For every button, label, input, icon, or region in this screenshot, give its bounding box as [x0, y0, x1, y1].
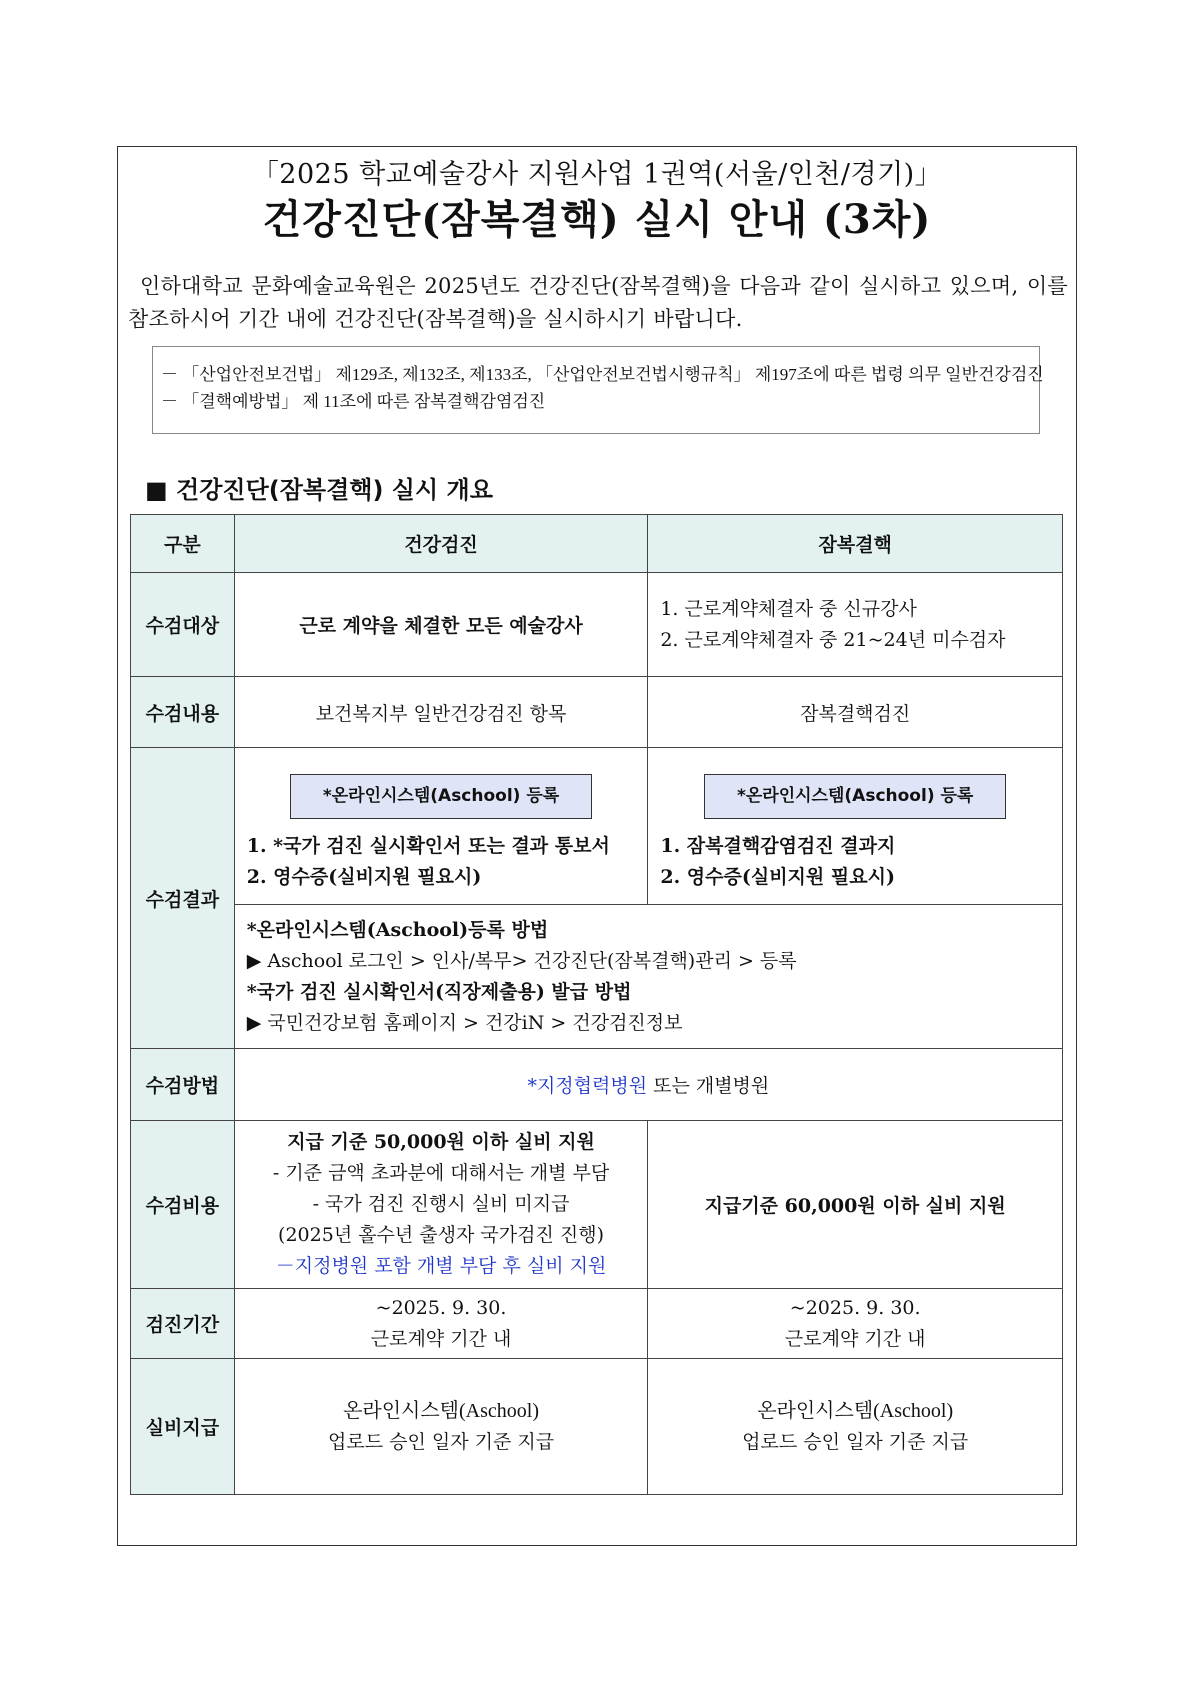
result-notes: [234, 905, 1062, 1049]
list-item: 2. 영수증(실비지원 필요시): [660, 866, 895, 888]
note-path: ▶ Aschool 로그인 > 인사/복무> 건강진단(잠복결핵)관리 > 등록: [246, 949, 797, 972]
row-label: 수검내용: [131, 677, 235, 748]
note-path: ▶ 국민건강보험 홈페이지 > 건강iN > 건강검진정보: [246, 1011, 683, 1034]
title-line1: 「2025 학교예술강사 지원사업 1권역(서울/인천/경기)」: [251, 159, 943, 190]
cost-line: - 국가 검진 진행시 실비 미지급: [312, 1193, 570, 1215]
cost-tb: 지급기준 60,000원 이하 실비 지원: [648, 1121, 1063, 1289]
intro-paragraph: 인하대학교 문화예술교육원은 2025년도 건강진단(잠복결핵)을 다음과 같이 실시하고 있으며, 이를 참조하시어 기간 내에 건강진단(잠복결핵)을 실시하시기 바랍니다.: [128, 274, 1068, 331]
page-title: 건강진단(잠복결핵) 실시 안내 (3차): [262, 196, 932, 243]
payment-note: 업로드 승인 일자 기준 지급: [742, 1430, 969, 1453]
row-label: 수검결과: [131, 748, 235, 1049]
list-item: 1. *국가 검진 실시확인서 또는 결과 통보서: [246, 835, 610, 857]
period-date: ~2025. 9. 30.: [789, 1296, 921, 1319]
content-tb: 잠복결핵검진: [648, 677, 1063, 748]
aschool-register-tag: *온라인시스템(Aschool) 등록: [290, 774, 592, 819]
payment-system: 온라인시스템(Aschool): [757, 1399, 954, 1422]
law-item: － 「결핵예방법」 제 11조에 따른 잠복결핵감염검진: [161, 392, 546, 411]
cost-line: 지급 기준 50,000원 이하 실비 지원: [287, 1131, 595, 1153]
period-note: 근로계약 기간 내: [370, 1327, 512, 1350]
list-item: 1. 잠복결핵감염검진 결과지: [660, 835, 896, 857]
header-latent-tb: 잠복결핵: [648, 515, 1063, 573]
table-row-target: [131, 573, 1063, 677]
table-row-payment: [131, 1359, 1063, 1495]
table-row-result-notes: [131, 905, 1063, 1049]
header-health-check: 건강검진: [234, 515, 648, 573]
table-row-cost: [131, 1121, 1063, 1289]
law-item: － 「산업안전보건법」 제129조, 제132조, 제133조, 「산업안전보건법시행규칙」 제197조에 따른 법령 의무 일반건강검진: [161, 365, 1044, 384]
cost-line: (2025년 홀수년 출생자 국가검진 진행): [278, 1224, 604, 1246]
cost-line: －지정병원 포함 개별 부담 후 실비 지원: [275, 1255, 607, 1277]
table-row-content: [131, 677, 1063, 748]
table-row-result: [131, 748, 1063, 905]
section-heading: ■ 건강진단(잠복결핵) 실시 개요: [145, 476, 493, 504]
period-date: ~2025. 9. 30.: [375, 1296, 507, 1319]
aschool-register-tag: *온라인시스템(Aschool) 등록: [704, 774, 1006, 819]
method-rest-text: 또는 개별병원: [647, 1075, 770, 1097]
content-health: 보건복지부 일반건강검진 항목: [234, 677, 648, 748]
period-note: 근로계약 기간 내: [784, 1327, 926, 1350]
row-label: 검진기간: [131, 1289, 235, 1359]
result-health: [234, 748, 648, 905]
target-health: 근로 계약을 체결한 모든 예술강사: [234, 573, 648, 677]
row-label: 수검비용: [131, 1121, 235, 1289]
overview-table: [130, 514, 1063, 1495]
method-cell: [234, 1049, 1062, 1121]
cost-health: [234, 1121, 648, 1289]
row-label: 수검대상: [131, 573, 235, 677]
row-label: 수검방법: [131, 1049, 235, 1121]
period-health: [234, 1289, 648, 1359]
payment-tb: [648, 1359, 1063, 1495]
payment-health: [234, 1359, 648, 1495]
table-row-method: [131, 1049, 1063, 1121]
list-item: 2. 영수증(실비지원 필요시): [246, 866, 482, 888]
header-category: 구분: [131, 515, 235, 573]
payment-note: 업로드 승인 일자 기준 지급: [328, 1430, 555, 1453]
legal-basis-box: [152, 346, 1044, 434]
table-header-row: [131, 515, 1063, 573]
list-item: 2. 근로계약체결자 중 21~24년 미수검자: [660, 628, 1006, 651]
designated-hospital-text: *지정협력병원: [527, 1075, 648, 1097]
payment-system: 온라인시스템(Aschool): [343, 1399, 539, 1422]
table-row-period: [131, 1289, 1063, 1359]
period-tb: [648, 1289, 1063, 1359]
result-tb: [648, 748, 1063, 905]
list-item: 1. 근로계약체결자 중 신규강사: [660, 597, 917, 620]
row-label: 실비지급: [131, 1359, 235, 1495]
target-tb: [648, 573, 1063, 677]
note-heading: *국가 검진 실시확인서(직장제출용) 발급 방법: [246, 980, 632, 1003]
cost-line: - 기준 금액 초과분에 대해서는 개별 부담: [272, 1162, 610, 1184]
note-heading: *온라인시스템(Aschool)등록 방법: [246, 918, 549, 941]
